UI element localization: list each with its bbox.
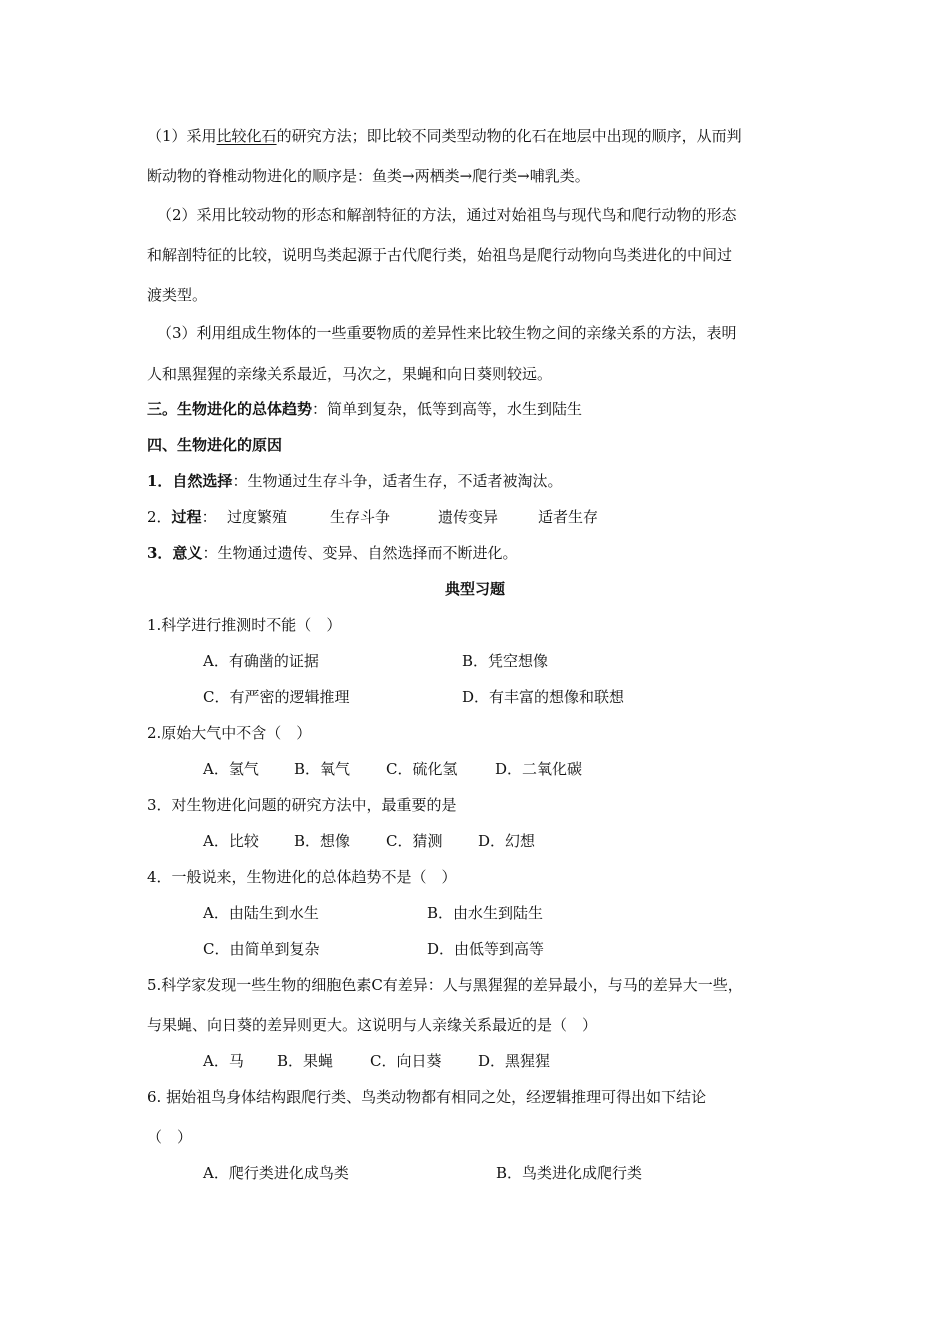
question-4-option-c: C．由简单到复杂	[203, 940, 320, 958]
process-label: 过程	[171, 508, 202, 526]
significance-text: ：生物通过遗传、变异、自然选择而不断进化。	[202, 544, 518, 562]
process-number: 2．	[147, 508, 172, 526]
question-4-option-d: D．由低等到高等	[427, 940, 545, 958]
method-2-line-2: 和解剖特征的比较，说明鸟类起源于古代爬行类，始祖鸟是爬行动物向鸟类进化的中间过	[147, 246, 733, 264]
exercises-title: 典型习题	[444, 580, 505, 598]
question-4-option-b: B．由水生到陆生	[427, 904, 544, 922]
natural-selection-text: ：生物通过生存斗争，适者生存，不适者被淘汰。	[232, 472, 563, 490]
question-6-option-a: A．爬行类进化成鸟类	[203, 1164, 349, 1182]
question-6-stem-line-1: 6. 据始祖鸟身体结构跟爬行类、鸟类动物都有相同之处，经逻辑推理可得出如下结论	[147, 1088, 707, 1106]
question-2-option-c: C．硫化氢	[386, 760, 458, 778]
question-2-option-a: A．氢气	[203, 760, 259, 778]
question-1-option-d: D．有丰富的想像和联想	[462, 688, 625, 706]
question-1-option-c: C．有严密的逻辑推理	[203, 688, 350, 706]
method-1-prefix: （1）采用	[147, 127, 217, 145]
question-5-option-a: A．马	[203, 1052, 244, 1070]
method-1-line-1	[147, 126, 742, 146]
question-3-option-c: C．猜测	[386, 832, 443, 850]
question-6-option-b: B．鸟类进化成爬行类	[496, 1164, 643, 1182]
question-6-stem-line-2: （ ）	[147, 1128, 193, 1146]
question-5-stem-line-1: 5.科学家发现一些生物的细胞色素C有差异：人与黑猩猩的差异最小，与马的差异大一些，	[147, 976, 743, 994]
question-5-stem-line-2: 与果蝇、向日葵的差异则更大。这说明与人亲缘关系最近的是（ ）	[147, 1016, 598, 1034]
significance-label: 3．意义	[147, 544, 203, 562]
process-step: 生存斗争	[330, 508, 391, 526]
section-3-trend	[147, 399, 582, 419]
section-4-point-2	[147, 507, 217, 527]
process-colon: ：	[201, 508, 217, 526]
section-4-point-3	[147, 543, 517, 563]
method-2-line-1: （2）采用比较动物的形态和解剖特征的方法，通过对始祖鸟与现代鸟和爬行动物的形态	[157, 206, 737, 224]
question-5-option-c: C．向日葵	[370, 1052, 442, 1070]
question-4-option-a: A．由陆生到水生	[203, 904, 319, 922]
process-step: 过度繁殖	[227, 508, 288, 526]
question-3-option-d: D．幻想	[478, 832, 536, 850]
method-3-line-1: （3）利用组成生物体的一些重要物质的差异性来比较生物之间的亲缘关系的方法，表明	[157, 324, 737, 342]
question-2-option-d: D．二氧化碳	[495, 760, 583, 778]
question-2-option-b: B．氧气	[294, 760, 351, 778]
question-5-option-b: B．果蝇	[277, 1052, 334, 1070]
method-1-underlined-term: 比较化石	[216, 127, 277, 145]
method-1-rest: 的研究方法；即比较不同类型动物的化石在地层中出现的顺序，从而判	[276, 127, 742, 145]
process-step: 遗传变异	[438, 508, 499, 526]
question-1-stem: 1.科学进行推测时不能（ ）	[147, 616, 342, 634]
section-4-point-1	[147, 471, 562, 491]
method-1-line-2: 断动物的脊椎动物进化的顺序是：鱼类→两栖类→爬行类→哺乳类。	[147, 167, 590, 185]
method-3-line-2: 人和黑猩猩的亲缘关系最近，马次之，果蝇和向日葵则较远。	[147, 365, 553, 383]
section-4-heading: 四、生物进化的原因	[147, 436, 283, 454]
question-3-stem: 3．对生物进化问题的研究方法中，最重要的是	[147, 796, 457, 814]
question-3-option-a: A．比较	[203, 832, 259, 850]
method-2-line-3: 渡类型。	[147, 286, 208, 304]
question-1-option-b: B．凭空想像	[462, 652, 549, 670]
question-2-stem: 2.原始大气中不含（ ）	[147, 724, 312, 742]
question-3-option-b: B．想像	[294, 832, 351, 850]
question-5-option-d: D．黑猩猩	[478, 1052, 551, 1070]
natural-selection-label: 1．自然选择	[147, 472, 233, 490]
section-3-text: ：简单到复杂，低等到高等，水生到陆生	[312, 400, 583, 418]
section-3-heading: 三。生物进化的总体趋势	[147, 400, 313, 418]
process-step: 适者生存	[538, 508, 599, 526]
question-1-option-a: A．有确凿的证据	[203, 652, 319, 670]
question-4-stem: 4．一般说来，生物进化的总体趋势不是（ ）	[147, 868, 457, 886]
